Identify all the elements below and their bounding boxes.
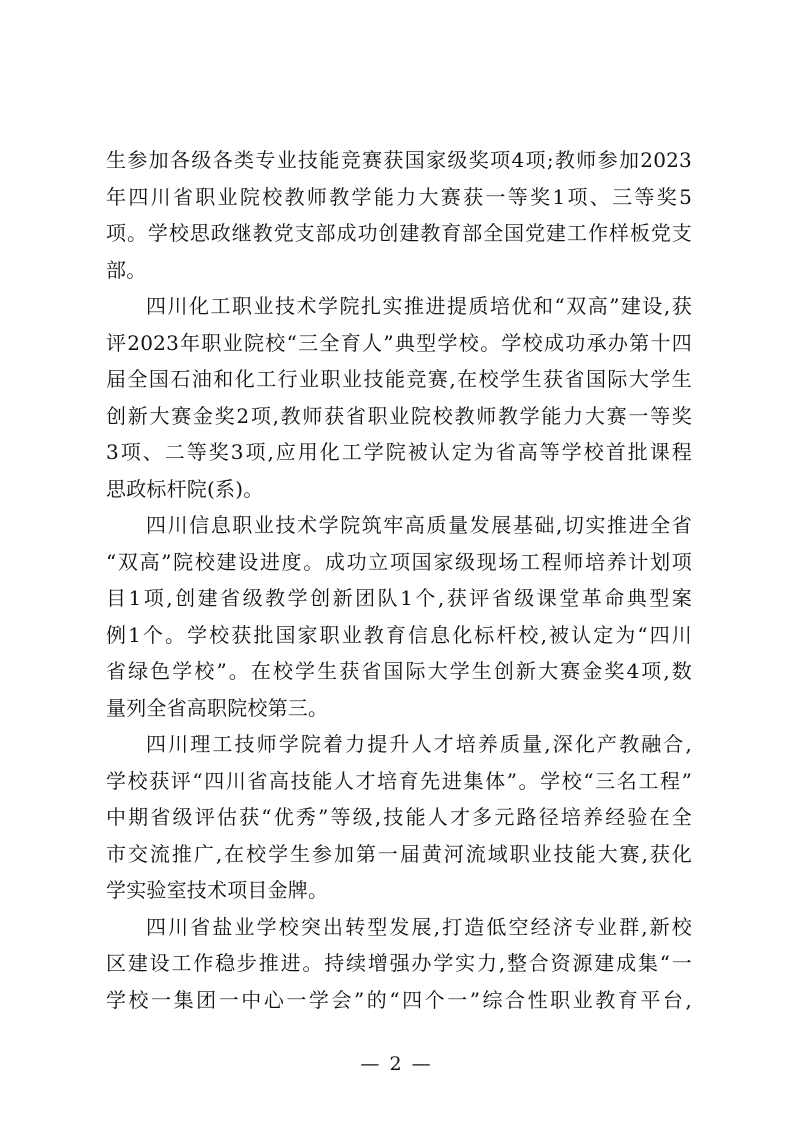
text-line: 例1个。学校获批国家职业教育信息化标杆校,被认定为“四川 (106, 622, 692, 647)
text-line: 目1项,创建省级教学创新团队1个,获评省级课堂革命典型案 (106, 586, 692, 610)
text-line: 市交流推广,在校学生参加第一届黄河流域职业技能大赛,获化 (106, 841, 692, 866)
text-line: 创新大赛金奖2项,教师获省职业院校教师教学能力大赛一等奖 (106, 403, 692, 428)
text-line: “双高”院校建设进度。成功立项国家级现场工程师培养计划项 (106, 549, 692, 574)
text-line: 3项、二等奖3项,应用化工学院被认定为省高等学校首批课程 (106, 440, 692, 464)
text-line: 学校获评“四川省高技能人才培育先进集体”。学校“三名工程” (106, 768, 692, 793)
text-line: 生参加各级各类专业技能竞赛获国家级奖项4项;教师参加2023 (106, 148, 692, 172)
paragraph-sichuan-information-college (106, 507, 692, 726)
body-text (106, 142, 692, 1018)
text-line: 部。 (106, 257, 147, 282)
text-line: 届全国石油和化工行业职业技能竞赛,在校学生获省国际大学生 (106, 367, 692, 391)
text-line: 评2023年职业院校“三全育人”典型学校。学校成功承办第十四 (106, 330, 692, 355)
page-number: — 2 — (360, 1053, 433, 1075)
text-line: 四川省盐业学校突出转型发展,打造低空经济专业群,新校 (146, 914, 692, 939)
paragraph-continuation (106, 142, 692, 288)
text-line: 项。学校思政继教党支部成功创建教育部全国党建工作样板党支 (106, 221, 692, 245)
text-line: 四川理工技师学院着力提升人才培养质量,深化产教融合, (146, 732, 692, 756)
text-line: 思政标杆院(系)。 (106, 476, 264, 501)
text-line: 四川信息职业技术学院筑牢高质量发展基础,切实推进全省 (146, 513, 692, 537)
paragraph-sichuan-technician-college (106, 726, 692, 909)
text-line: 年四川省职业院校教师教学能力大赛获一等奖1项、三等奖5 (106, 184, 692, 209)
text-line: 区建设工作稳步推进。持续增强办学实力,整合资源建成集“一 (106, 951, 692, 975)
text-line: 四川化工职业技术学院扎实推进提质培优和“双高”建设,获 (146, 294, 692, 318)
text-line: 学校一集团一中心一学会”的“四个一”综合性职业教育平台, (106, 987, 692, 1012)
paragraph-sichuan-salt-school (106, 909, 692, 1019)
text-line: 量列全省高职院校第三。 (106, 695, 329, 720)
paragraph-sichuan-chemical-college (106, 288, 692, 507)
text-line: 中期省级评估获“优秀”等级,技能人才多元路径培养经验在全 (106, 805, 692, 829)
text-line: 学实验室技术项目金牌。 (106, 878, 329, 902)
text-line: 省绿色学校”。在校学生获省国际大学生创新大赛金奖4项,数 (106, 659, 692, 683)
